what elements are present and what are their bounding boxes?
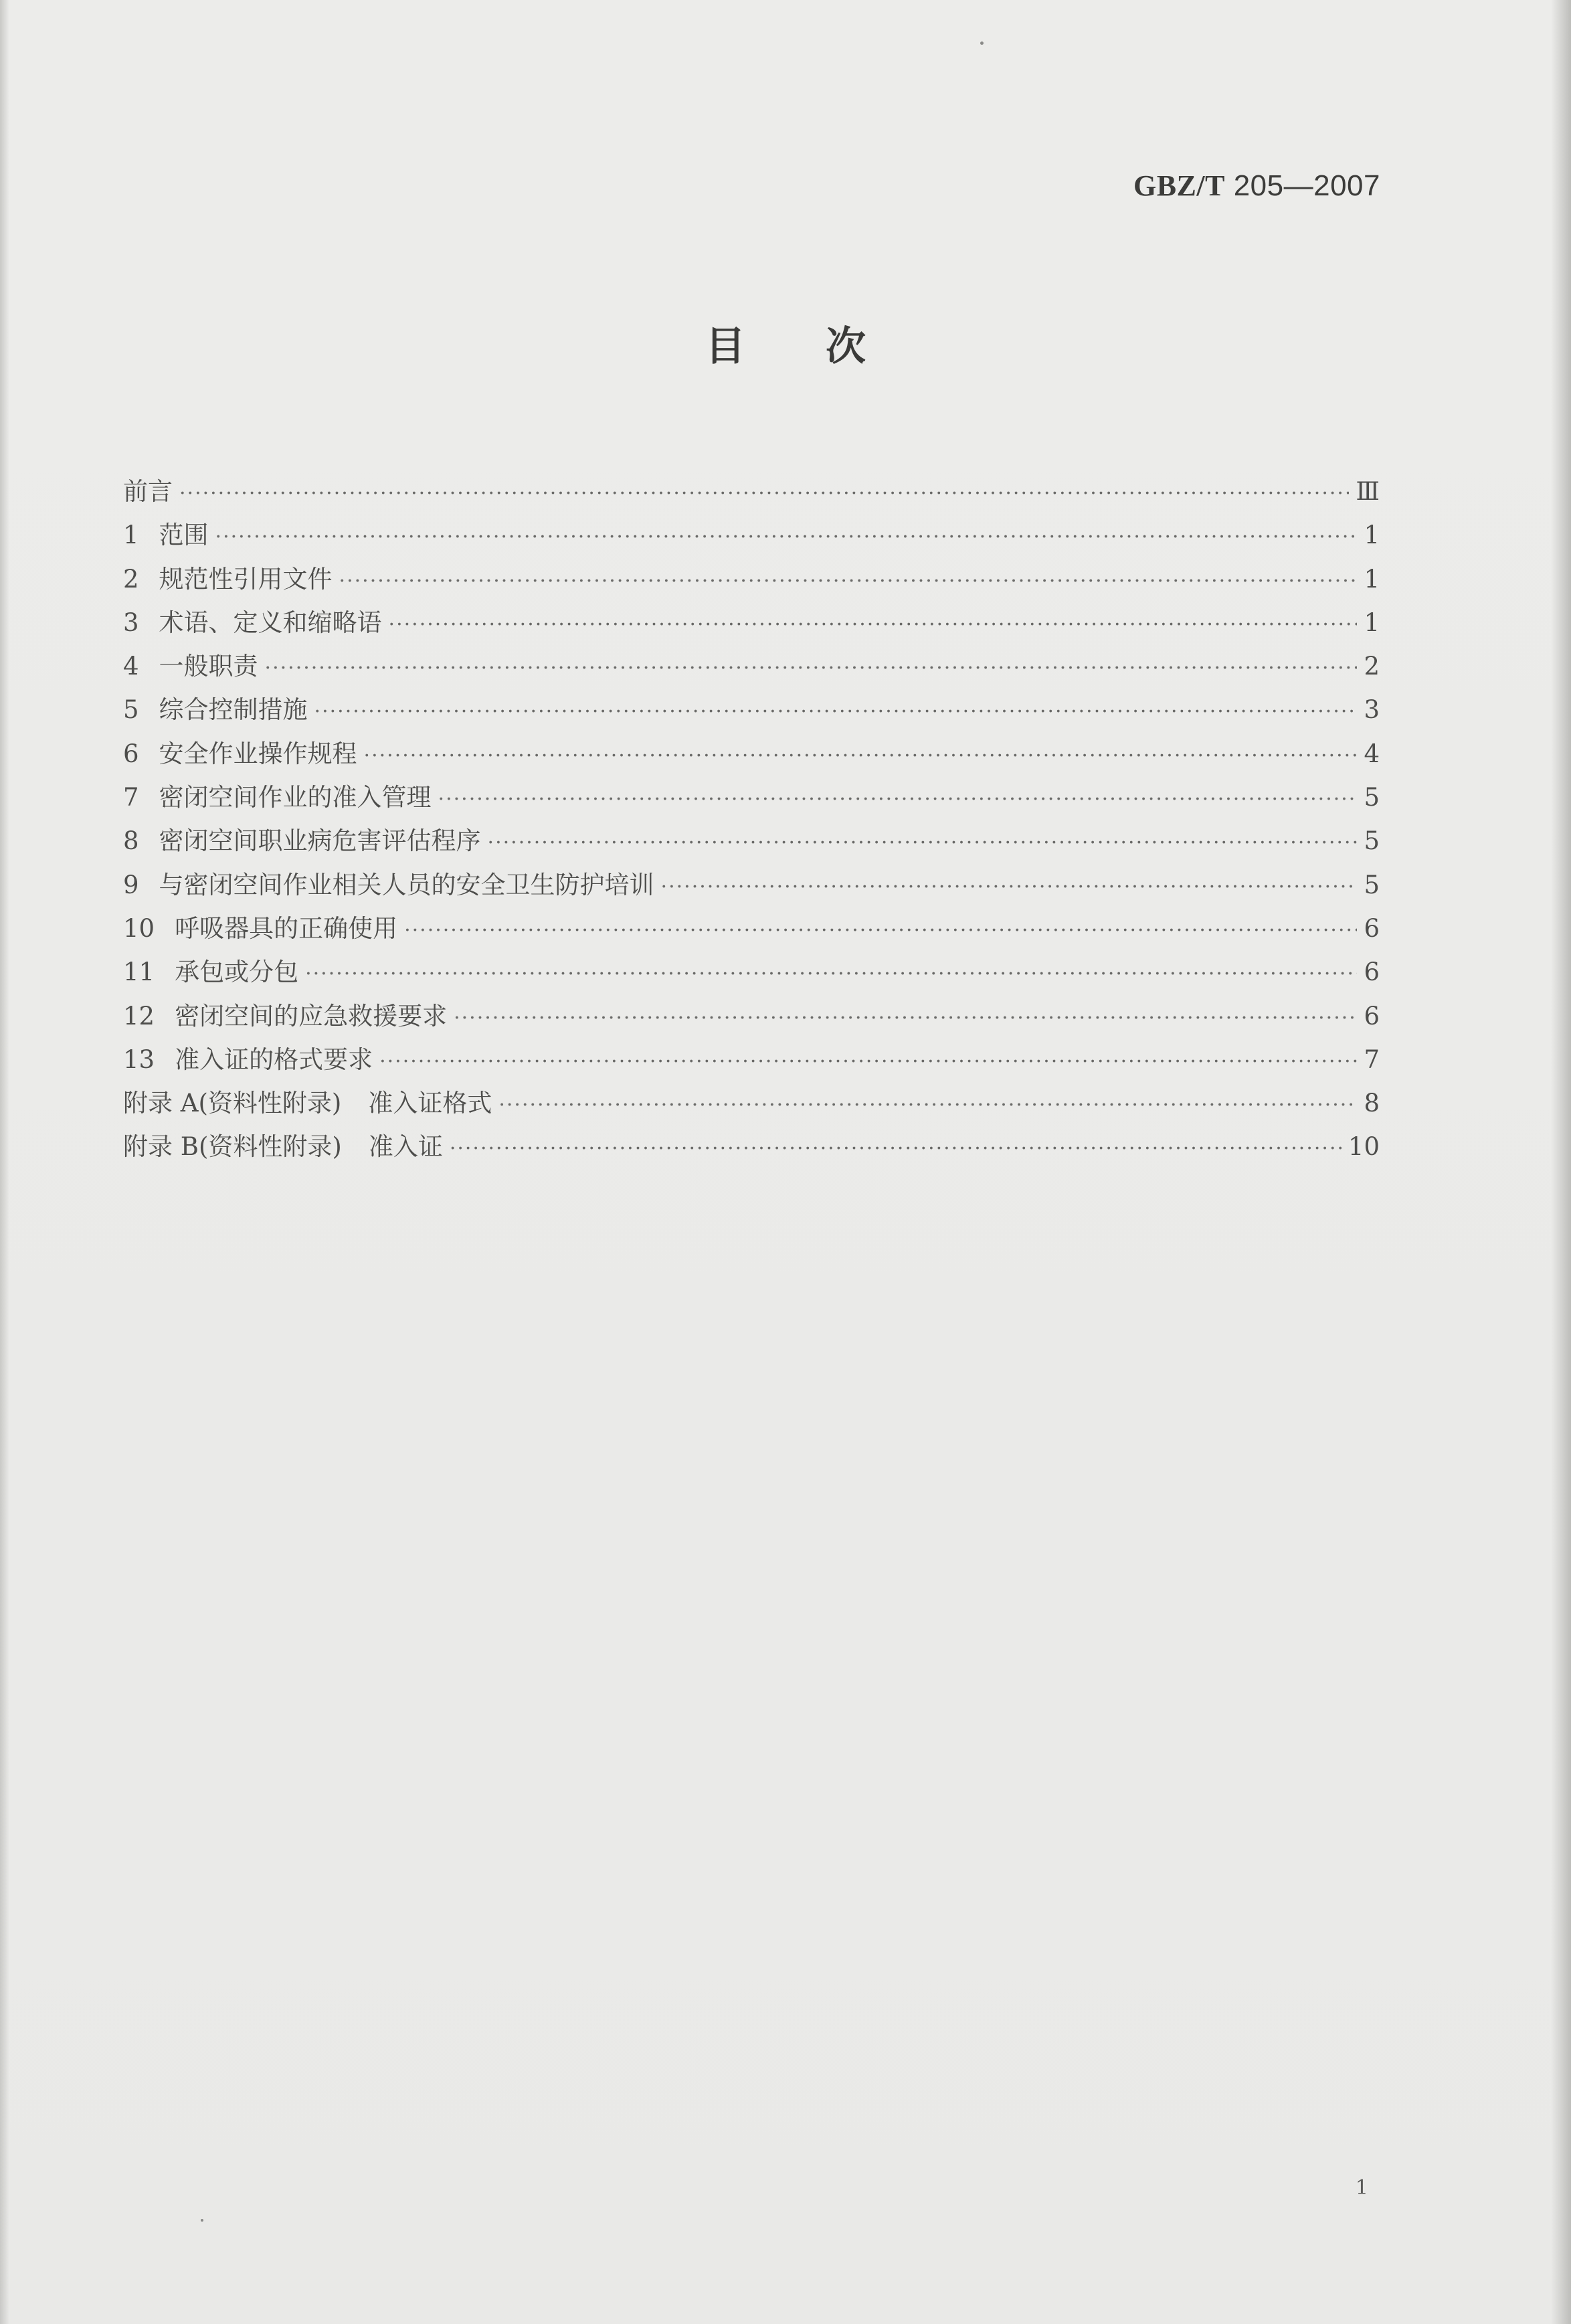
toc-leader-dots: [339, 569, 1358, 593]
toc-entry-number: 附录 B(资料性附录): [123, 1132, 342, 1162]
toc-entry: [123, 1126, 1380, 1170]
toc-entry-page: 4: [1364, 739, 1380, 768]
toc-entry-number: 6: [123, 739, 139, 768]
toc-entry: [123, 471, 1380, 515]
toc-entry-number: 附录 A(资料性附录): [123, 1089, 342, 1118]
toc-entry-number: 7: [123, 783, 139, 812]
toc-entry: [123, 908, 1380, 952]
toc-entry-number: 2: [123, 564, 139, 594]
toc-entry-number: 12: [123, 1001, 155, 1031]
toc-entry-number: 11: [123, 958, 155, 987]
toc-entry: [123, 559, 1380, 602]
toc-leader-dots: [488, 831, 1358, 855]
toc-entry-page: 1: [1364, 564, 1380, 594]
scan-speck: [980, 41, 984, 45]
toc-entry: [123, 733, 1380, 777]
toc-entry: [123, 952, 1380, 995]
toc-entry-page: 1: [1364, 608, 1380, 637]
standard-code: [1133, 169, 1380, 203]
toc-entry-label: 承包或分包: [175, 958, 299, 987]
toc-leader-dots: [450, 1137, 1342, 1160]
toc-entry-page: 5: [1364, 783, 1380, 812]
toc-entry-page: 5: [1364, 870, 1380, 899]
toc-entry-label: 范围: [159, 521, 209, 550]
toc-entry: [123, 1083, 1380, 1126]
toc-leader-dots: [364, 744, 1358, 768]
toc-entry-label: 呼吸器具的正确使用: [175, 913, 398, 943]
page-number: 1: [1355, 2176, 1368, 2200]
toc-entry-label: 准入证的格式要求: [175, 1045, 373, 1074]
toc-leader-dots: [265, 656, 1358, 680]
toc-entry-page: 3: [1364, 695, 1380, 725]
toc-entry-number: 13: [123, 1045, 155, 1074]
standard-code-prefix: GBZ/T: [1133, 169, 1225, 202]
toc-entry-label: 密闭空间职业病危害评估程序: [159, 826, 481, 856]
toc-entry-page: 2: [1364, 652, 1380, 681]
toc-leader-dots: [215, 525, 1358, 549]
toc-leader-dots: [379, 1050, 1357, 1073]
toc-entry-label: 综合控制措施: [159, 695, 308, 725]
toc-title: 目次: [705, 323, 946, 370]
table-of-contents: [123, 471, 1380, 1170]
toc-entry-label: 准入证: [368, 1132, 443, 1162]
toc-entry: [123, 602, 1380, 646]
toc-entry-label: 密闭空间作业的准入管理: [159, 783, 432, 812]
toc-entry-number: 4: [123, 652, 139, 681]
toc-entry-label: 与密闭空间作业相关人员的安全卫生防护培训: [159, 870, 654, 899]
toc-entry-number: 1: [123, 521, 139, 550]
toc-entry: [123, 820, 1380, 864]
toc-entry: [123, 777, 1380, 820]
toc-leader-dots: [661, 875, 1358, 899]
toc-leader-dots: [404, 919, 1357, 942]
toc-entry-label: 规范性引用文件: [159, 564, 333, 594]
toc-entry-label: 一般职责: [159, 652, 258, 681]
toc-entry-label: 准入证格式: [368, 1089, 492, 1118]
toc-entry-number: 10: [123, 913, 155, 943]
standard-code-number: 205—2007: [1233, 169, 1380, 202]
toc-entry-page: 1: [1364, 521, 1380, 550]
scan-speck: [201, 2219, 203, 2222]
toc-leader-dots: [438, 788, 1358, 811]
toc-leader-dots: [498, 1093, 1357, 1117]
toc-entry: [123, 646, 1380, 689]
toc-entry-page: 7: [1364, 1045, 1380, 1074]
toc-entry-page: 5: [1364, 826, 1380, 856]
toc-entry: [123, 865, 1380, 908]
toc-leader-dots: [389, 613, 1358, 636]
toc-entry-label: 安全作业操作规程: [159, 739, 357, 768]
toc-entry: [123, 1039, 1380, 1083]
toc-entry-page: Ⅲ: [1356, 477, 1380, 506]
toc-entry: [123, 515, 1380, 558]
toc-entry-page: 8: [1364, 1089, 1380, 1118]
toc-entry: [123, 996, 1380, 1039]
toc-entry-page: 6: [1364, 958, 1380, 987]
toc-entry-label: 前言: [123, 477, 173, 506]
toc-entry-number: 8: [123, 826, 139, 856]
toc-entry-label: 密闭空间的应急救援要求: [175, 1001, 448, 1031]
toc-leader-dots: [179, 482, 1349, 505]
toc-entry-page: 6: [1364, 913, 1380, 943]
toc-entry-number: 3: [123, 608, 139, 637]
toc-entry-number: 9: [123, 870, 139, 899]
toc-leader-dots: [305, 962, 1357, 986]
toc-entry-page: 6: [1364, 1001, 1380, 1031]
toc-entry-number: 5: [123, 695, 139, 725]
toc-entry-label: 术语、定义和缩略语: [159, 608, 382, 637]
toc-entry: [123, 689, 1380, 733]
toc-entry-page: 10: [1348, 1132, 1380, 1162]
toc-leader-dots: [454, 1006, 1357, 1030]
toc-leader-dots: [314, 700, 1358, 723]
